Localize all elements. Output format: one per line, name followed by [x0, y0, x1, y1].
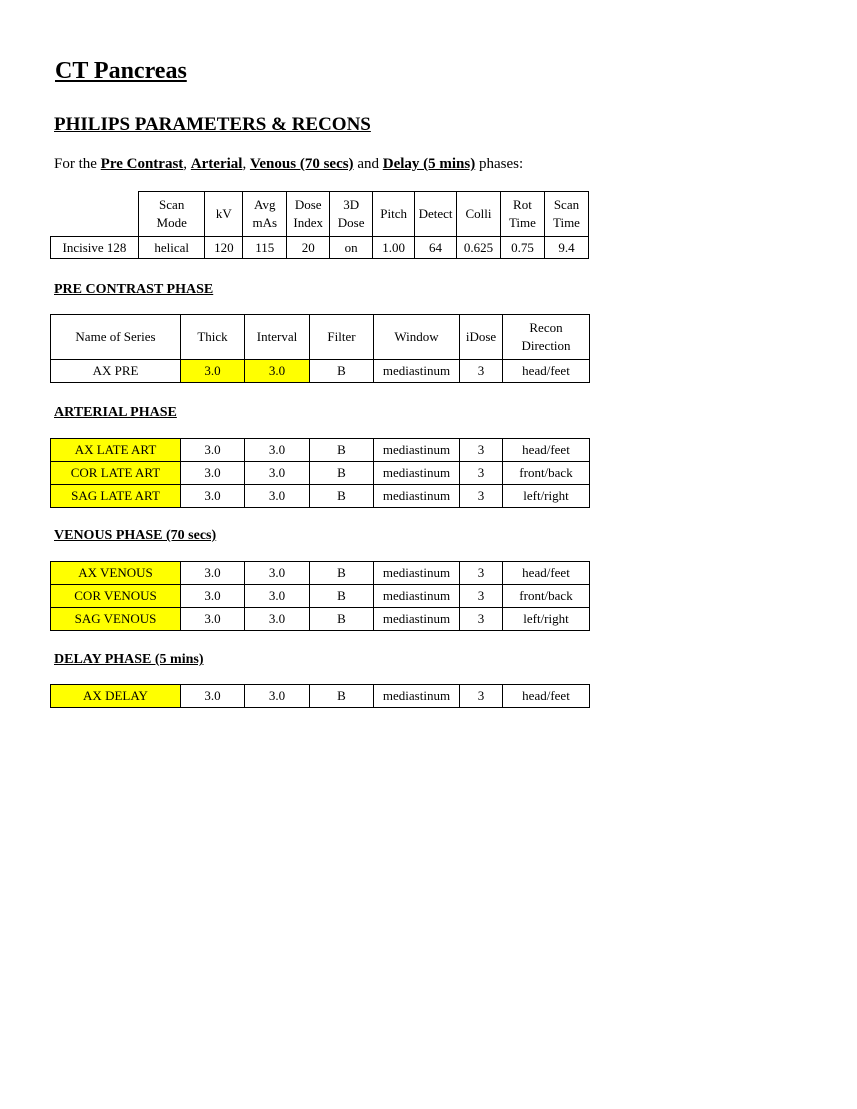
- table-cell: 9.4: [544, 237, 588, 259]
- table-row: [51, 562, 590, 585]
- section-title-arterial: ARTERIAL PHASE: [54, 405, 177, 420]
- table-cell: 3.0: [245, 585, 310, 608]
- header-recon-direction: Recon Direction: [503, 315, 590, 360]
- table-cell: mediastinum: [374, 608, 460, 631]
- table-cell: 3.0: [245, 360, 310, 383]
- table-row: [51, 685, 590, 708]
- table-cell: 0.75: [500, 237, 544, 259]
- table-cell: 3: [460, 585, 503, 608]
- table-cell: 64: [415, 237, 457, 259]
- table-cell: 3.0: [181, 439, 245, 462]
- venous-phase-table: [50, 561, 590, 631]
- table-cell: head/feet: [503, 360, 590, 383]
- table-cell: 3.0: [181, 360, 245, 383]
- header-scan-mode: Scan Mode: [138, 192, 204, 237]
- table-cell: 3.0: [181, 608, 245, 631]
- header-kv: kV: [205, 192, 243, 237]
- table-cell: mediastinum: [374, 360, 460, 383]
- header-3d-dose: 3D Dose: [330, 192, 373, 237]
- header-colli: Colli: [456, 192, 500, 237]
- table-cell: 3: [460, 685, 503, 708]
- table-row: [51, 360, 590, 383]
- table-cell: 3.0: [245, 562, 310, 585]
- table-cell: 115: [243, 237, 287, 259]
- recon-header-row: [51, 315, 590, 360]
- page-title: CT Pancreas: [55, 58, 187, 84]
- series-name-cell: COR LATE ART: [51, 462, 181, 485]
- header-rot-time: Rot Time: [500, 192, 544, 237]
- series-name-cell: AX PRE: [51, 360, 181, 383]
- table-cell: 3.0: [181, 685, 245, 708]
- intro-phase-delay: Delay (5 mins): [382, 156, 476, 172]
- series-name-cell: SAG LATE ART: [51, 485, 181, 508]
- scanner-parameters-table: [50, 191, 589, 259]
- series-name-cell: AX LATE ART: [51, 439, 181, 462]
- table-cell: 20: [287, 237, 330, 259]
- table-cell: B: [310, 685, 374, 708]
- table-cell: 3.0: [245, 462, 310, 485]
- header-name-of-series: Name of Series: [51, 315, 181, 360]
- table-cell: 3: [460, 562, 503, 585]
- table-row: [51, 462, 590, 485]
- delay-phase-table: [50, 684, 590, 708]
- table-cell: B: [310, 608, 374, 631]
- table-cell: 3: [460, 439, 503, 462]
- table-cell: 3.0: [245, 685, 310, 708]
- intro-phase-arterial: Arterial: [190, 156, 243, 172]
- header-pitch: Pitch: [373, 192, 415, 237]
- table-cell: 3.0: [245, 608, 310, 631]
- table-cell: 3: [460, 360, 503, 383]
- series-name-cell: COR VENOUS: [51, 585, 181, 608]
- header-window: Window: [374, 315, 460, 360]
- section-title-venous: VENOUS PHASE (70 secs): [54, 528, 217, 543]
- scanner-header-row: [51, 192, 589, 237]
- table-row: [51, 237, 589, 259]
- header-filter: Filter: [310, 315, 374, 360]
- intro-sep: ,: [242, 156, 250, 172]
- header-interval: Interval: [245, 315, 310, 360]
- table-cell: mediastinum: [374, 562, 460, 585]
- table-cell: left/right: [503, 608, 590, 631]
- scanner-name-cell: Incisive 128: [51, 237, 139, 259]
- table-cell: 3: [460, 608, 503, 631]
- table-cell: 1.00: [373, 237, 415, 259]
- table-cell: mediastinum: [374, 685, 460, 708]
- table-cell: B: [310, 462, 374, 485]
- table-cell: head/feet: [503, 439, 590, 462]
- table-cell: 0.625: [456, 237, 500, 259]
- table-row: [51, 585, 590, 608]
- table-cell: B: [310, 360, 374, 383]
- table-cell: 3.0: [245, 485, 310, 508]
- series-name-cell: SAG VENOUS: [51, 608, 181, 631]
- pre-contrast-table: [50, 314, 590, 383]
- table-cell: front/back: [503, 462, 590, 485]
- intro-sep: and: [353, 156, 383, 172]
- header-scan-time: Scan Time: [544, 192, 588, 237]
- page-subtitle: PHILIPS PARAMETERS & RECONS: [54, 114, 371, 135]
- header-detect: Detect: [415, 192, 457, 237]
- series-name-cell: AX VENOUS: [51, 562, 181, 585]
- table-cell: 3: [460, 485, 503, 508]
- table-cell: 120: [205, 237, 243, 259]
- table-cell: mediastinum: [374, 485, 460, 508]
- table-cell: B: [310, 485, 374, 508]
- table-cell: 3.0: [181, 462, 245, 485]
- intro-phase-venous: Venous (70 secs): [249, 156, 354, 172]
- table-cell: 3.0: [181, 585, 245, 608]
- table-cell: head/feet: [503, 562, 590, 585]
- table-cell: B: [310, 562, 374, 585]
- table-cell: 3.0: [181, 562, 245, 585]
- section-title-delay: DELAY PHASE (5 mins): [54, 652, 204, 667]
- arterial-phase-table: [50, 438, 590, 508]
- intro-sep: ,: [183, 156, 191, 172]
- table-cell: 3.0: [181, 485, 245, 508]
- header-dose-index: Dose Index: [287, 192, 330, 237]
- empty-corner-cell: [51, 192, 139, 237]
- table-cell: B: [310, 439, 374, 462]
- table-cell: mediastinum: [374, 439, 460, 462]
- section-title-pre-contrast: PRE CONTRAST PHASE: [54, 282, 214, 297]
- table-cell: head/feet: [503, 685, 590, 708]
- series-name-cell: AX DELAY: [51, 685, 181, 708]
- intro-suffix: phases:: [475, 156, 524, 172]
- table-cell: mediastinum: [374, 462, 460, 485]
- table-cell: left/right: [503, 485, 590, 508]
- table-cell: 3.0: [245, 439, 310, 462]
- header-avg-mas: Avg mAs: [243, 192, 287, 237]
- header-thick: Thick: [181, 315, 245, 360]
- table-row: [51, 439, 590, 462]
- table-cell: mediastinum: [374, 585, 460, 608]
- table-row: [51, 485, 590, 508]
- table-cell: B: [310, 585, 374, 608]
- intro-prefix: For the: [54, 156, 101, 172]
- intro-phase-pre-contrast: Pre Contrast: [100, 156, 184, 172]
- table-row: [51, 608, 590, 631]
- header-idose: iDose: [460, 315, 503, 360]
- table-cell: helical: [138, 237, 204, 259]
- intro-text: [54, 156, 523, 173]
- table-cell: 3: [460, 462, 503, 485]
- table-cell: on: [330, 237, 373, 259]
- table-cell: front/back: [503, 585, 590, 608]
